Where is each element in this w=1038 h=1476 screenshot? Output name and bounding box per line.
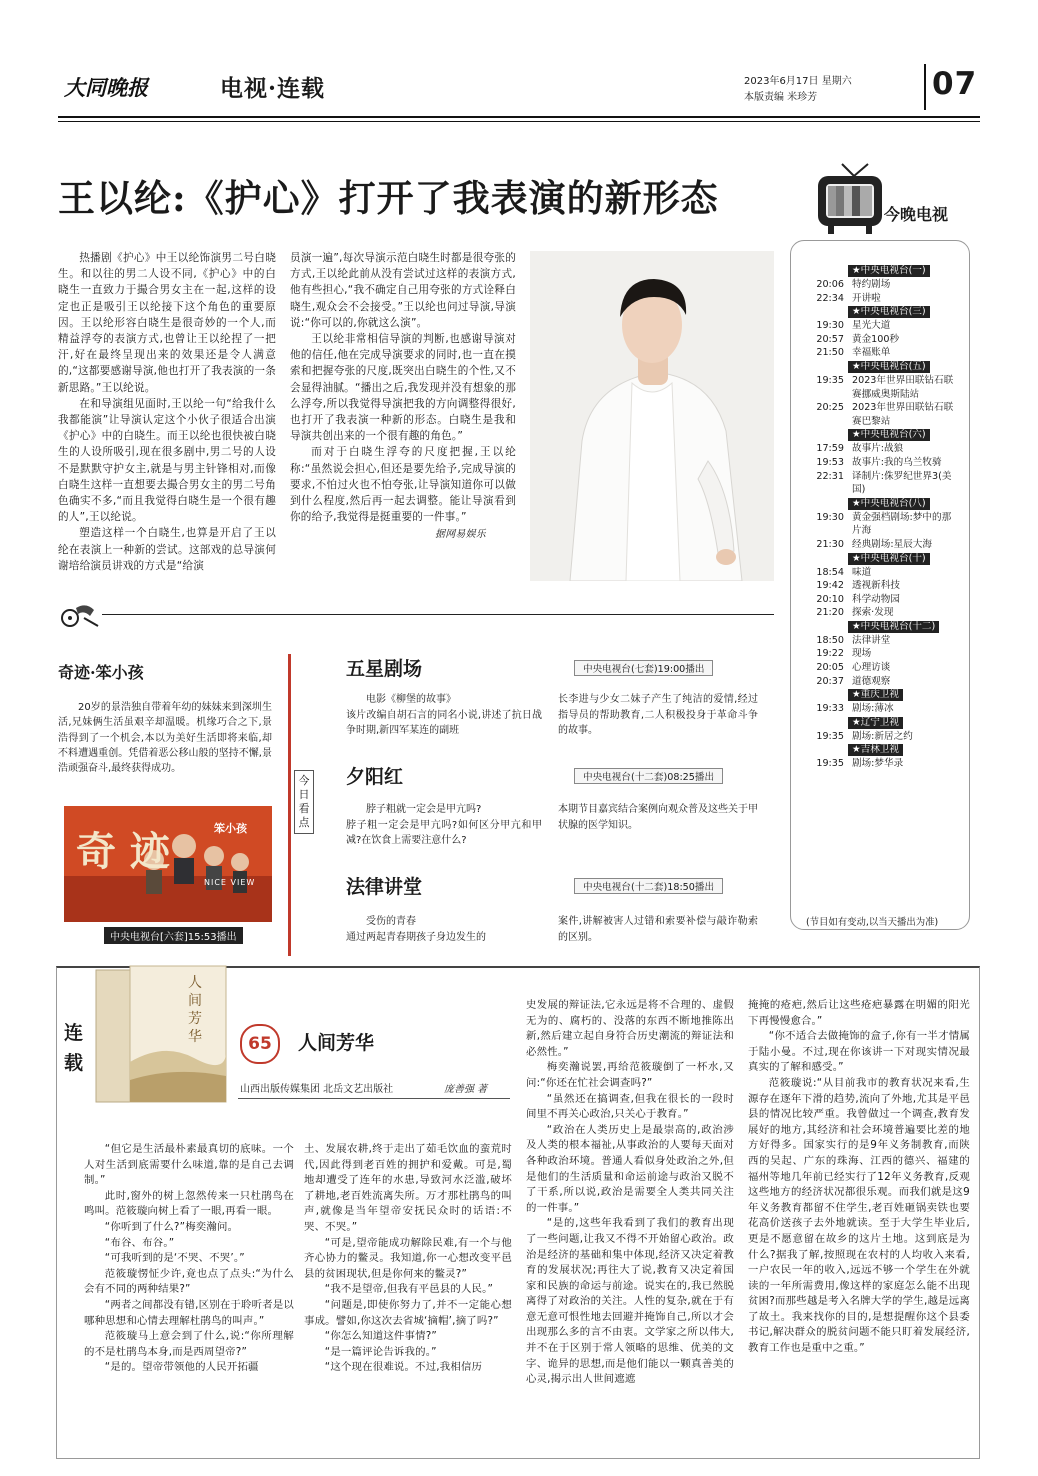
tv-schedule-note: (节目如有变动,以当天播出为准) — [806, 917, 939, 928]
serial-paragraph: 土、发展农耕,终于走出了茹毛饮血的蛮荒时代,因此得到老百姓的拥护和爱戴。可是,蜀地却遭受了连年的水患,导致河水泛滥,破坏了耕地,老百姓流离失所。万才那杜鹃鸟的叫声,就像是当年望帝安抚民众时的话语:不哭、不哭。” — [304, 1143, 512, 1233]
tv-time: 20:06 — [816, 279, 844, 290]
tv-program: 经典剧场:星辰大海 — [852, 538, 932, 550]
serial-number: 65 — [240, 1024, 280, 1064]
program-law-lecture — [346, 872, 776, 943]
article-headline: 王以纶:《护心》打开了我表演的新形态 — [58, 176, 719, 220]
tv-time: 21:20 — [816, 607, 844, 619]
article-paragraph: 热播剧《护心》中王以纶饰演男二号白晓生。和以往的男二人设不同,《护心》中的白晓生一直致力于撮合男女主在一起,这样的设定也正是吸引王以纶接下这个角色的重要原因。王以纶形容白晓生是很奇妙的一个人,而精益浮夸的表演方式,也曾让王以纶捏了一把汗,好在最终呈现出来的效果还是令人满意的,“这都要感谢导演,他也打开了我表演的一条新思路。”王以纶说。 — [58, 252, 276, 394]
program-desc-left: 脖子粗就一定会是甲亢吗? 脖子粗一定会是甲亢吗?如何区分甲亢和甲减?在饮食上需要注意什么? — [346, 804, 542, 847]
program-title: 法律讲堂 — [346, 876, 423, 898]
program-desc-left: 受伤的青春 通过两起青春期孩子身边发生的 — [346, 916, 486, 943]
tv-program: 译制片:侏罗纪世界3(美国) — [852, 470, 952, 496]
tv-channel-header: ★中央电视台(十二) — [848, 621, 939, 633]
header-divider — [924, 64, 926, 110]
tv-time: 19:33 — [816, 703, 844, 715]
tv-schedule-row — [808, 346, 960, 360]
program-desc-right: 长李进与少女二妹子产生了纯洁的爱情,经过指导员的帮助教育,二人积极投身于革命斗争的故事。 — [558, 694, 758, 737]
poster-title: 奇迹 — [76, 828, 184, 875]
article-col-1 — [58, 250, 276, 574]
tv-schedule-row — [808, 511, 960, 538]
tv-time: 22:31 — [816, 470, 844, 482]
tv-program: 剧场:梦华录 — [852, 758, 904, 770]
tv-set-icon — [814, 162, 894, 238]
tv-schedule-row — [808, 292, 960, 306]
tv-time: 19:30 — [816, 320, 844, 332]
tv-schedule-row — [808, 730, 960, 744]
tv-channel-header: ★吉林卫视 — [848, 744, 903, 756]
tv-time: 19:35 — [816, 730, 844, 742]
header-rule — [58, 116, 980, 118]
tv-channel-header: ★中央电视台(三) — [848, 306, 930, 318]
program-desc-left: 电影《柳堡的故事》 该片改编自胡石言的同名小说,讲述了抗日战争时期,新四军某连的副班 — [346, 694, 542, 737]
film-air-time: 中央电视台[六套]15:53播出 — [104, 927, 243, 944]
tv-program: 黄金强档剧场:梦中的那片海 — [852, 511, 952, 537]
tv-time: 20:10 — [816, 593, 844, 605]
serial-paragraph: “可我听到的是‘不哭、不哭’。” — [104, 1252, 245, 1265]
tv-channel-header: ★中央电视台(五) — [848, 361, 930, 373]
serial-paragraph: “你不适合去做掩饰的盒子,你有一半才情属于陆小曼。不过,现在你该讲一下对现实情况最真实的了解和感受。” — [748, 1030, 970, 1074]
article-paragraph: 王以纶非常相信导演的判断,也感谢导演对他的信任,他在完成导演要求的同时,也一直在摸索和把握夸张的尺度,既突出白晓生的个性,又不会显得油腻。“播出之后,我发现并没有想象的那么浮夸,所以我觉得导演把我的方向调整得很好,也打开了我表演一种新的形态。白晓生是我和导演共创出来的一个很有趣的角色。” — [290, 333, 516, 443]
serial-paragraph: “是的。望帝带领他的人民开拓疆 — [104, 1361, 259, 1374]
tv-program: 法律讲堂 — [852, 634, 891, 646]
masthead — [58, 64, 980, 120]
tv-time: 17:59 — [816, 443, 844, 455]
tv-schedule-row — [808, 634, 960, 648]
tv-schedule-row — [808, 675, 960, 689]
book-cover — [94, 962, 230, 1106]
tv-schedule-row — [808, 319, 960, 333]
page-number: 07 — [932, 66, 978, 102]
reel-ornament — [60, 600, 100, 632]
serial-col-2 — [304, 1142, 512, 1376]
serial-byline-rule — [238, 1098, 510, 1099]
tv-channel-header: ★中央电视台(十) — [848, 553, 930, 565]
tv-program: 特约剧场 — [852, 279, 891, 290]
tv-schedule-row — [808, 401, 960, 428]
tv-schedule — [808, 264, 960, 771]
tv-schedule-row — [808, 470, 960, 497]
serial-paragraph: 范筱璇说:“从目前我市的教育状况来看,生源存在逐年下滑的趋势,流向了外地,尤其是平邑县的情况比较严重。我曾做过一个调查,教育发展好的地方,其经济和社会环境普遍要比差的地方好得多。国家实行的是9年义务制教育,而陕西的吴起、广东的珠海、江西的德兴、福建的福州等地几年前已经实行了12年义务教育,反观这些地方的经济状况都很乐观。而我们就是这9年义务教育都留不住学生,老百姓砸锅卖铁也要花高价送孩子去外地就读。至于大学生毕业后,更是不愿意留在故乡的这片土地。这到底是为什么?据我了解,按照现在农村的人均收入来看,一户农民一年的收入,远远不够一个学生在外就读的一年所需费用,像这样的家庭怎么能不出现贫困?而那些越是考入名牌大学的学生,越是远离了故土。我来找你的目的,是想提醒你这个县委书记,解决群众的脱贫问题不能只盯着发展经济,教育工作也是重中之重。” — [748, 1076, 970, 1355]
serial-publisher: 山西出版传媒集团 北岳文艺出版社 — [240, 1084, 394, 1095]
tv-program: 故事片:战狼 — [852, 443, 904, 455]
tv-schedule-row — [808, 456, 960, 470]
tv-schedule-row — [808, 333, 960, 347]
tv-time: 19:35 — [816, 374, 844, 386]
program-desc-right: 案件,讲解被害人过错和索要补偿与敲诈勒索的区别。 — [558, 916, 758, 943]
tv-program: 星光大道 — [852, 320, 891, 332]
tv-program: 2023年世界田联钻石联赛巴黎站 — [852, 402, 954, 427]
tv-schedule-row — [808, 566, 960, 580]
tv-channel-header: ★辽宁卫视 — [848, 717, 903, 729]
program-air-time: 中央电视台(七套)19:00播出 — [574, 660, 713, 676]
section-title: 电视·连载 — [220, 75, 326, 102]
tv-time: 20:05 — [816, 662, 844, 674]
tv-program: 2023年世界田联钻石联赛挪威奥斯陆站 — [852, 374, 954, 400]
serial-author: 庞善强 著 — [444, 1084, 488, 1095]
issue-date: 2023年6月17日 星期六 — [744, 76, 852, 87]
film-desc: 20岁的景浩独自带着年幼的妹妹来到深圳生活,兄妹俩生活虽艰辛却温暖。机缘巧合之下,景浩得到了一个机会,本以为美好生活即将来临,却不料遭遇重创。凭借着恶公移山般的坚持不懈,景浩顽强奋斗,最终获得成功。 — [58, 702, 272, 775]
serial-paragraph: “这个现在很难说。不过,我相信历 — [324, 1361, 483, 1374]
page-editor: 本版责编 米珍芳 — [744, 92, 818, 103]
tv-schedule-row — [808, 757, 960, 771]
article-col-2 — [290, 250, 516, 544]
film-reel-icon — [60, 600, 100, 628]
tv-program: 心理访谈 — [852, 662, 891, 674]
program-five-star — [346, 654, 776, 737]
tv-time: 21:50 — [816, 347, 844, 359]
tv-time: 18:54 — [816, 566, 844, 578]
serial-label: 连载 — [64, 1022, 84, 1074]
serial-paragraph: 此时,窗外的树上忽然传来一只杜鹃鸟在鸣叫。范筱璇向树上看了一眼,再看一眼。 — [84, 1189, 294, 1218]
tv-time: 19:30 — [816, 511, 844, 523]
serial-paragraph: “可是,望帝能成功解除民难,有一个与他齐心协力的鳖灵。我知道,你一心想改变平邑县的贫困现状,但是你何来的鳖灵?” — [304, 1236, 512, 1280]
tv-program: 剧场:新居之约 — [852, 730, 913, 742]
tv-time: 21:30 — [816, 538, 844, 550]
serial-paragraph: “问题是,即使你努力了,并不一定能心想事成。譬如,你这次去省城‘摘帽’,摘了吗?” — [304, 1298, 512, 1327]
tv-program: 幸福账单 — [852, 347, 891, 359]
book-illustration — [94, 962, 230, 1106]
serial-paragraph: 梅奕瀚说罢,再给范筱璇倒了一杯水,又问:“你还在忙社会调查吗?” — [526, 1061, 734, 1089]
tv-program: 味道 — [852, 566, 872, 578]
poster-en-title: NICE VIEW — [204, 878, 256, 887]
tv-schedule-row — [808, 278, 960, 292]
tv-channel-header: ★中央电视台(六) — [848, 429, 930, 441]
tv-time: 20:25 — [816, 402, 844, 414]
header-rule-thin — [58, 121, 980, 122]
serial-paragraph: 史发展的辩证法,它永远是将不合理的、虚假无为的、腐朽的、没落的东西不断地推陈出新,然后建立起自身符合历史潮流的辩证法和必然性。” — [526, 999, 734, 1058]
tv-program: 透视新科技 — [852, 580, 900, 592]
newspaper-logo: 大同晚报 — [64, 75, 148, 100]
tv-schedule-row — [808, 593, 960, 607]
tv-time: 19:53 — [816, 456, 844, 468]
serial-col-3 — [526, 998, 734, 1388]
photo-credit: 据网易娱乐 — [435, 529, 486, 541]
serial-col-4 — [748, 998, 970, 1357]
tv-program: 探索·发现 — [852, 607, 894, 619]
tv-program: 道德观察 — [852, 675, 891, 687]
serial-paragraph: “是一篇评论告诉我的。” — [324, 1345, 437, 1358]
tv-time: 20:37 — [816, 675, 844, 687]
serial-paragraph: “布谷、布谷。” — [104, 1236, 175, 1249]
tv-time: 19:42 — [816, 580, 844, 592]
tv-schedule-row — [808, 661, 960, 675]
tv-program: 黄金100秒 — [852, 333, 900, 345]
tv-program: 科学动物园 — [852, 593, 900, 605]
article-paragraph: 员演一遍”,每次导演示范白晓生时都是很夸张的方式,王以纶此前从没有尝试过这样的表演方式,他有些担心,“我不确定自己用夸张的方式诠释白晓生,观众会不会接受。”王以纶也问过导演,导演说:“你可以的,你就这么演”。 — [290, 252, 516, 329]
tv-program: 现场 — [852, 648, 872, 660]
program-air-time: 中央电视台(十二套)18:50播出 — [574, 878, 723, 894]
tv-time: 19:35 — [816, 758, 844, 770]
tv-program: 剧场:薄冰 — [852, 703, 894, 715]
today-highlight-label: 今日看点 — [294, 770, 314, 834]
tv-channel-header: ★重庆卫视 — [848, 689, 903, 701]
poster-subtitle: 笨小孩 — [214, 822, 247, 835]
tv-schedule-row — [808, 606, 960, 620]
tv-schedule-row — [808, 579, 960, 593]
serial-title: 人间芳华 — [298, 1032, 375, 1054]
serial-paragraph: 范筱璇马上意会到了什么,说:“你所理解的不是杜鹃鸟本身,而是西周望帝?” — [84, 1330, 294, 1358]
book-cover-title: 人间芳华 — [188, 975, 202, 1045]
serial-paragraph: “你怎么知道这件事情?” — [324, 1330, 437, 1343]
tv-program: 故事片:我的乌兰牧骑 — [852, 456, 942, 468]
article-paragraph: 在和导演组见面时,王以纶一句“给我什么我都能演”让导演认定这个小伙子很适合出演《护心》中的白晓生。而王以纶也很快被白晓生的人设所吸引,现在很多剧中,男二号的人设不是默默守护女主,就是与男主针锋相对,而像白晓生这样一直想要去撮合男女主的男二号角色确实不多,“而且我觉得白晓生是一个很有趣的人”,王以纶说。 — [58, 397, 276, 524]
tv-tonight-header — [814, 162, 964, 240]
tv-schedule-row — [808, 702, 960, 716]
tv-schedule-row — [808, 647, 960, 661]
tv-time: 19:22 — [816, 648, 844, 660]
tv-program: 开讲啦 — [852, 292, 881, 304]
article-paragraph: 塑造这样一个白晓生,也算是开启了王以纶在表演上一种新的尝试。这部戏的总导演何谢培给演员讲戏的方式是“给演 — [58, 527, 276, 572]
serial-paragraph: “虽然还在搞调查,但我在很长的一段时间里不再关心政治,只关心于教育。” — [526, 1092, 734, 1121]
tv-channel-header: ★中央电视台(八) — [848, 498, 930, 510]
serial-col-1 — [84, 1142, 294, 1376]
tv-schedule-row — [808, 538, 960, 552]
tv-channel-header: ★中央电视台(一) — [848, 265, 930, 277]
serial-paragraph: 掩掩的疮疤,然后让这些疮疤暴露在明媚的阳光下再慢慢愈合。” — [748, 999, 970, 1027]
serial-paragraph: “我不是望帝,但我有平邑县的人民。” — [324, 1283, 494, 1296]
program-title: 五星剧场 — [346, 658, 423, 680]
today-highlight-bar — [288, 654, 291, 956]
tv-tonight-title: 今晚电视 — [884, 205, 949, 224]
serial-paragraph: “但它是生活最朴素最真切的底味。一个人对生活到底需要什么味道,靠的是自己去调制。” — [84, 1143, 294, 1187]
serial-paragraph: “政治在人类历史上是最崇高的,政治涉及人类的根本福祉,从事政治的人要每天面对各种政治环境。普通人看似身处政治之外,但是他们的生活质量和命运前途与政治又脱不了干系,所以说,政治是需要全人类共同关注的一件事。” — [526, 1123, 734, 1214]
tv-time: 18:50 — [816, 634, 844, 646]
serial-paragraph: “你听到了什么?”梅奕瀚问。 — [104, 1220, 239, 1233]
film-title: 奇迹·笨小孩 — [58, 663, 144, 682]
serial-paragraph: “是的,这些年我看到了我们的教育出现了一些问题,让我又不得不开始留心政治。政治是经济的基础和集中体现,经济又决定着教育的发展状况;再往大了说,教育又决定着国家和民族的命运与前途。说实在的,我已然脱离得了对政治的关注。人性的复杂,就在于有意无意可恨性地去回避并掩饰自己,所以才会出现那么多的言不由衷。文学家之所以伟大,并不在于区别于常人领略的思维、优美的文字、诡异的思想,而是他们能以一颗真善美的心灵,揭示出人世间遮遮 — [526, 1217, 734, 1386]
serial-paragraph: “两者之间都没有错,区别在于聆听者是以哪种思想和心情去理解杜鹃鸟的叫声。” — [84, 1298, 294, 1327]
article-photo — [530, 251, 774, 581]
program-desc-right: 本期节目嘉宾结合案例向观众普及这些关于甲状腺的医学知识。 — [558, 804, 758, 831]
tv-time: 22:34 — [816, 292, 844, 304]
section-rule — [102, 614, 774, 615]
program-title: 夕阳红 — [346, 766, 404, 788]
tv-schedule-row — [808, 442, 960, 456]
tv-time: 20:57 — [816, 333, 844, 345]
article-paragraph: 而对于白晓生浮夸的尺度把握,王以纶称:“虽然说会担心,但还是要先给予,完成导演的要求,不怕过火也不怕夸张,让导演知道你可以做到什么程度,然后再一起去调整。能让导演看到你的给予,我觉得是挺重要的一件事。” — [290, 446, 516, 524]
program-air-time: 中央电视台(十二套)08:25播出 — [574, 768, 723, 784]
tv-schedule-row — [808, 374, 960, 401]
portrait-illustration — [530, 251, 774, 581]
serial-paragraph: 范筱璇愣怔少许,竟也点了点头:“为什么会有不同的两种结果?” — [84, 1267, 294, 1296]
program-sunset-red — [346, 762, 776, 847]
film-poster — [64, 806, 272, 922]
